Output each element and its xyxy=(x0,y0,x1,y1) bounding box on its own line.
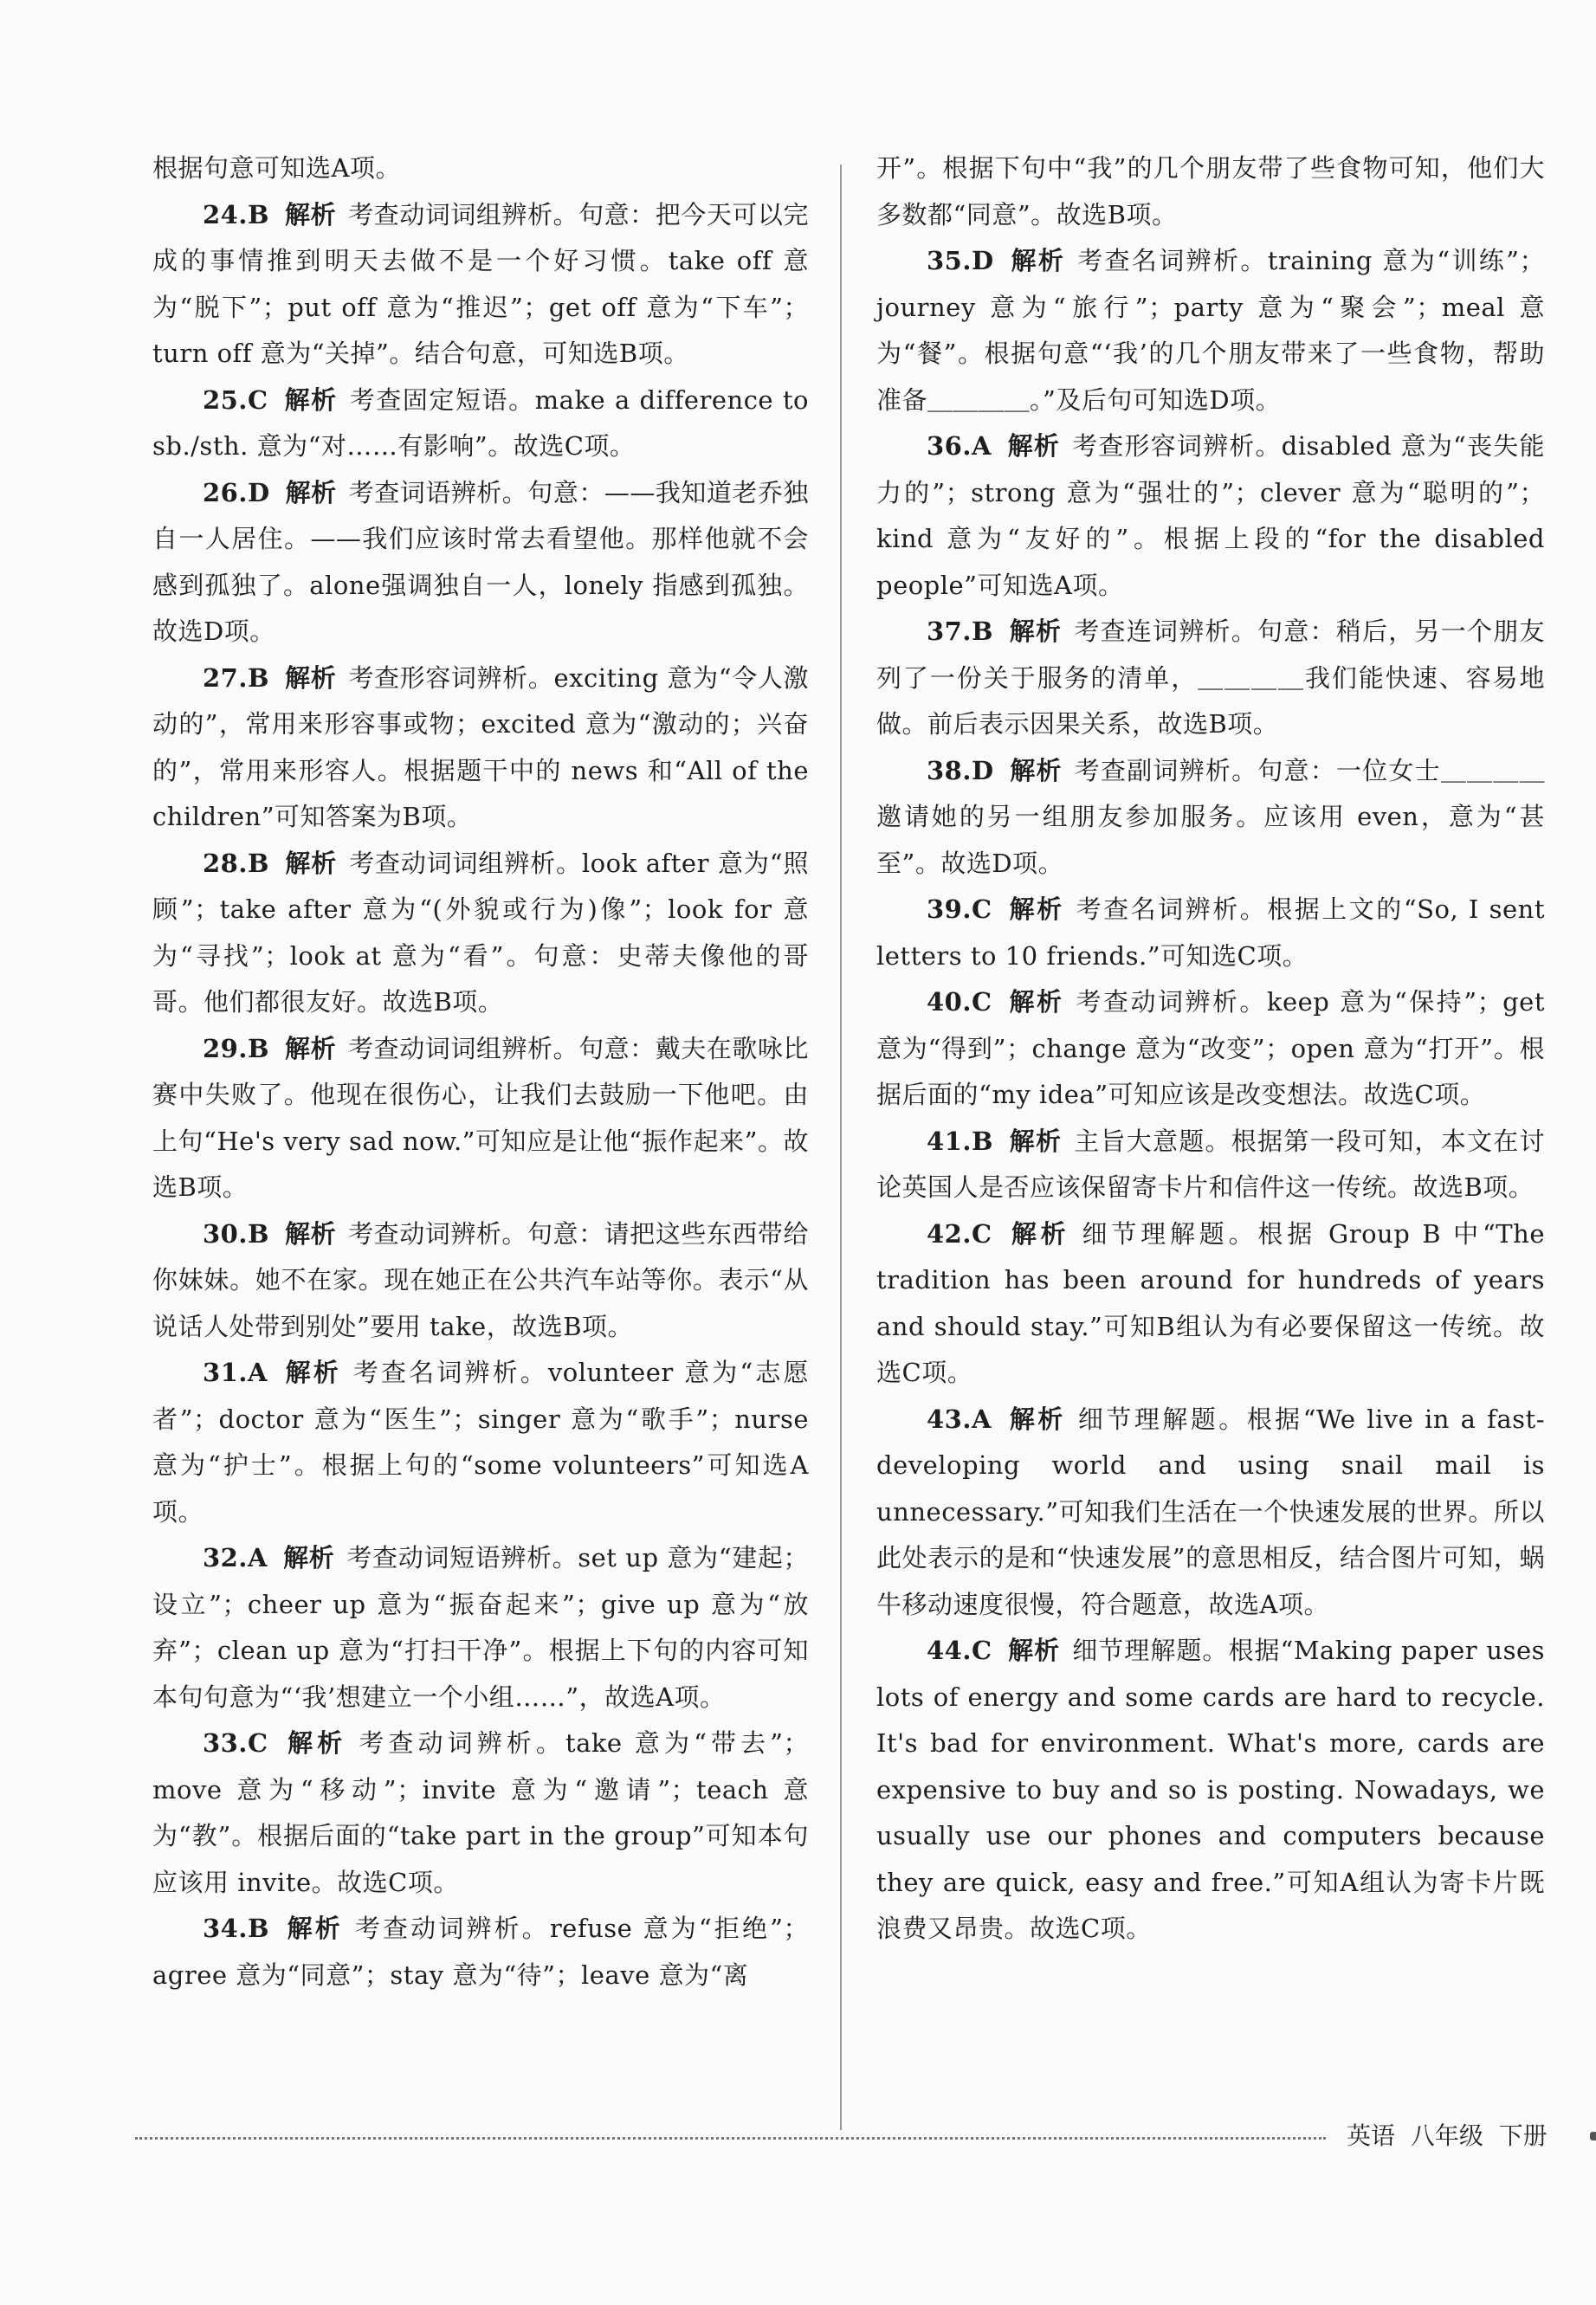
left-items xyxy=(152,192,809,1999)
answer-number: 24.B xyxy=(203,199,269,229)
left-column xyxy=(152,145,809,1998)
right-column xyxy=(876,145,1545,1953)
analysis-label: 解析 xyxy=(1007,894,1064,924)
analysis-label: 解析 xyxy=(1009,246,1066,275)
footer xyxy=(1347,2115,1593,2157)
analysis-label: 解析 xyxy=(283,1728,347,1758)
answer-number: 33.C xyxy=(203,1728,268,1758)
analysis-label: 解析 xyxy=(1007,1636,1061,1665)
answer-item xyxy=(876,979,1545,1119)
analysis-text: 考查词语辨析。句意：——我知道老乔独自一人居住。——我们应该时常去看望他。那样他就不会感到孤独了。alone强调独自一人，lonely 指感到孤独。故选D项。 xyxy=(152,477,809,646)
analysis-text: 细节理解题。根据 Group B 中“The tradition has been around for hundreds of years and should stay.”可知B组认为有必要保留这一传统。故选C项。 xyxy=(876,1218,1545,1387)
answer-number: 25.C xyxy=(203,384,268,415)
column-divider xyxy=(840,165,842,2130)
analysis-label: 解析 xyxy=(285,477,337,507)
answer-item xyxy=(152,1211,809,1351)
answer-item xyxy=(876,887,1545,979)
analysis-text: 考查动词辨析。refuse 意为“拒绝”；agree 意为“同意”；stay 意为“待”；leave 意为“离 xyxy=(152,1914,809,1990)
analysis-text: 考查形容词辨析。disabled 意为“丧失能力的”；strong 意为“强壮的”；clever 意为“聪明的”；kind 意为“友好的”。根据上段的“for the disabled people”可知选A项。 xyxy=(876,431,1545,600)
answer-item xyxy=(876,1119,1545,1211)
analysis-text: 细节理解题。根据“We live in a fast-developing world and using snail mail is unnecessary.”可知我们生活在一个快速发展的世界。所以此处表示的是和“快速发展”的意思相反，结合图片可知，蜗牛移动速度很慢，符合题意，故选A项。 xyxy=(876,1404,1545,1619)
answer-number: 27.B xyxy=(203,662,269,693)
analysis-text: 考查名词辨析。volunteer 意为“志愿者”；doctor 意为“医生”；singer 意为“歌手”；nurse 意为“护士”。根据上句的“some volunteers”可知选A项。 xyxy=(152,1358,809,1527)
analysis-label: 解析 xyxy=(284,662,337,693)
analysis-text: 考查动词词组辨析。look after 意为“照顾”；take after 意为“(外貌或行为)像”；look for 意为“寻找”；look at 意为“看”。句意：史蒂夫像他的哥哥。他们都很友好。故选B项。 xyxy=(152,848,809,1017)
answer-item xyxy=(876,1628,1545,1953)
analysis-text: 考查固定短语。make a difference to sb./sth. 意为“对……有影响”。故选C项。 xyxy=(152,384,809,461)
analysis-label: 解析 xyxy=(284,199,337,229)
analysis-label: 解析 xyxy=(1006,1404,1066,1434)
answer-number: 32.A xyxy=(203,1543,268,1572)
analysis-text: 考查动词短语辨析。set up 意为“建起；设立”；cheer up 意为“振奋起来”；give up 意为“放弃”；clean up 意为“打扫干净”。根据上下句的内容可知本句句意为“‘我’想建立一个小组……”，故选A项。 xyxy=(152,1543,809,1712)
analysis-label: 解析 xyxy=(1008,617,1063,646)
analysis-text: 主旨大意题。根据第一段可知，本文在讨论英国人是否应该保留寄卡片和信件这一传统。故选B项。 xyxy=(876,1126,1545,1202)
analysis-label: 解析 xyxy=(284,1218,337,1249)
analysis-label: 解析 xyxy=(284,848,338,878)
analysis-text: 考查名词辨析。根据上文的“So, I sent letters to 10 friends.”可知选C项。 xyxy=(876,894,1545,971)
answer-number: 31.A xyxy=(203,1358,268,1387)
answer-number: 35.D xyxy=(927,246,994,275)
answer-number: 44.C xyxy=(927,1636,992,1665)
answer-number: 34.B xyxy=(203,1914,269,1943)
answer-item xyxy=(876,1397,1545,1629)
analysis-label: 解析 xyxy=(1009,755,1063,785)
analysis-text: 细节理解题。根据“Making paper uses lots of energy and some cards are hard to recycle. It's bad for environment. What's more, cards are expensive to buy and so is posting. Nowadays, we usually use our phones and computers because they are quick, easy and free.”可知A组认为寄卡片既浪费又昂贵。故选C项。 xyxy=(876,1636,1545,1943)
footer-dot xyxy=(1590,2132,1596,2140)
right-continuation: 开”。根据下句中“我”的几个朋友带了些食物可知，他们大多数都“同意”。故选B项。 xyxy=(876,153,1545,229)
answer-item xyxy=(152,1535,809,1721)
footer-grade: 八年级 xyxy=(1410,2121,1483,2150)
answer-item xyxy=(876,238,1545,423)
analysis-text: 考查动词词组辨析。句意：把今天可以完成的事情推到明天去做不是一个好习惯。take off 意为“脱下”；put off 意为“推迟”；get off 意为“下车”；turn off 意为“关掉”。结合句意，可知选B项。 xyxy=(152,199,809,368)
analysis-text: 考查动词词组辨析。句意：戴夫在歌咏比赛中失败了。他现在很伤心，让我们去鼓励一下他吧。由上句“He's very sad now.”可知应是让他“振作起来”。故选B项。 xyxy=(152,1033,809,1202)
analysis-label: 解析 xyxy=(284,1914,343,1943)
answer-number: 26.D xyxy=(203,477,270,507)
answer-item xyxy=(152,192,809,378)
analysis-label: 解析 xyxy=(282,1358,341,1387)
analysis-label: 解析 xyxy=(282,1543,335,1572)
left-continuation: 根据句意可知选A项。 xyxy=(152,153,401,183)
answer-item xyxy=(876,609,1545,748)
analysis-text: 考查副词辨析。句意：一位女士＿＿＿＿邀请她的另一组朋友参加服务。应该用 even，意为“甚至”。故选D项。 xyxy=(876,755,1545,878)
answer-number: 28.B xyxy=(203,848,269,878)
answer-number: 42.C xyxy=(927,1218,992,1249)
answer-item xyxy=(876,748,1545,888)
answer-item xyxy=(876,1211,1545,1397)
answer-item xyxy=(876,423,1545,609)
answer-item xyxy=(152,655,809,841)
analysis-text: 考查动词辨析。句意：请把这些东西带给你妹妹。她不在家。现在她正在公共汽车站等你。表示“从说话人处带到别处”要用 take，故选B项。 xyxy=(152,1218,809,1341)
answer-item xyxy=(152,470,809,655)
answer-item xyxy=(152,378,809,470)
answer-item xyxy=(152,1721,809,1906)
answer-number: 38.D xyxy=(927,755,994,785)
analysis-label: 解析 xyxy=(1007,1218,1070,1249)
answer-item xyxy=(152,1906,809,1998)
answer-number: 40.C xyxy=(927,987,992,1017)
analysis-label: 解析 xyxy=(1007,987,1064,1017)
analysis-text: 考查连词辨析。句意：稍后，另一个朋友列了一份关于服务的清单，＿＿＿＿我们能快速、容易地做。前后表示因果关系，故选B项。 xyxy=(876,617,1545,739)
analysis-text: 考查动词辨析。take 意为“带去”；move 意为“移动”；invite 意为“邀请”；teach 意为“教”。根据后面的“take part in the group”可知本句应该用 invite。故选C项。 xyxy=(152,1728,809,1897)
analysis-text: 考查名词辨析。training 意为“训练”；journey 意为“旅行”；party 意为“聚会”；meal 意为“餐”。根据句意“‘我’的几个朋友带来了一些食物，帮助准备＿＿＿＿。”及后句可知选D项。 xyxy=(876,246,1545,415)
footer-dotted-rule xyxy=(135,2137,1326,2140)
answer-item xyxy=(152,841,809,1026)
answer-number: 30.B xyxy=(203,1218,269,1249)
analysis-text: 考查动词辨析。keep 意为“保持”；get 意为“得到”；change 意为“改变”；open 意为“打开”。根据后面的“my idea”可知应该是改变想法。故选C项。 xyxy=(876,987,1545,1109)
answer-number: 41.B xyxy=(927,1126,993,1156)
analysis-label: 解析 xyxy=(284,1033,337,1063)
answer-item xyxy=(152,1026,809,1211)
analysis-label: 解析 xyxy=(283,384,338,415)
answer-number: 37.B xyxy=(927,617,993,646)
answer-number: 43.A xyxy=(927,1404,992,1434)
answer-number: 39.C xyxy=(927,894,992,924)
right-items xyxy=(876,238,1545,1953)
answer-item xyxy=(152,1350,809,1535)
answer-number: 36.A xyxy=(927,431,992,461)
footer-subject: 英语 xyxy=(1347,2121,1396,2150)
answer-number: 29.B xyxy=(203,1033,269,1063)
footer-volume: 下册 xyxy=(1498,2121,1548,2150)
analysis-text: 考查形容词辨析。exciting 意为“令人激动的”，常用来形容事或物；excited 意为“激动的；兴奋的”，常用来形容人。根据题干中的 news 和“All of the children”可知答案为B项。 xyxy=(152,662,809,831)
analysis-label: 解析 xyxy=(1006,431,1061,461)
analysis-label: 解析 xyxy=(1008,1126,1063,1156)
